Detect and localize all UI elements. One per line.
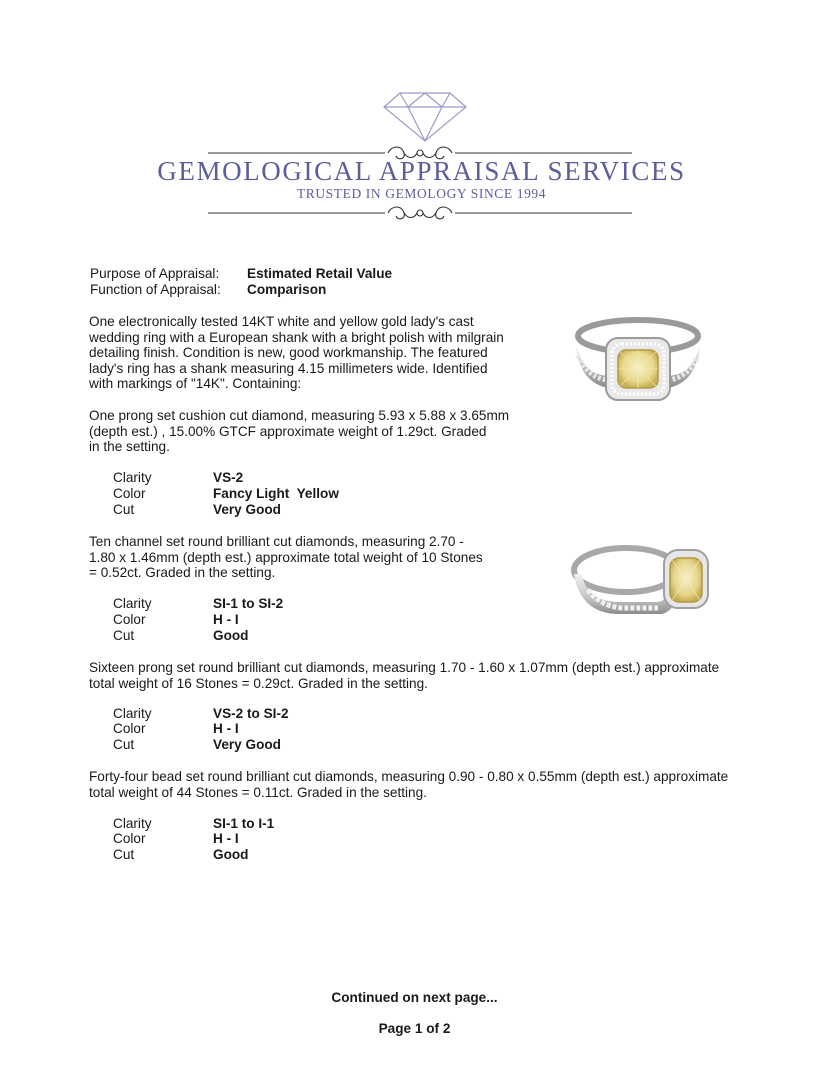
clarity-label: Clarity — [113, 596, 152, 611]
description-line: with markings of "14K". Containing: — [89, 376, 302, 392]
color-value: H - I — [213, 721, 239, 736]
stone-description-line: Ten channel set round brilliant cut diamonds, measuring 2.70 - — [89, 534, 464, 549]
color-label: Color — [113, 831, 146, 846]
ring-photo-side — [566, 530, 712, 630]
stone-description-line: (depth est.) , 15.00% GTCF approximate weight of 1.29ct. Graded — [89, 423, 487, 439]
page-number: Page 1 of 2 — [378, 1021, 451, 1036]
stone-description-line: = 0.52ct. Graded in the setting. — [89, 565, 276, 581]
clarity-value: SI-1 to I-1 — [213, 816, 275, 831]
description-line: lady's ring has a shank measuring 4.15 millimeters wide. Identified — [89, 360, 488, 376]
cut-value: Good — [213, 847, 249, 862]
ring-description — [89, 314, 504, 392]
function-label: Function of Appraisal: — [90, 282, 221, 297]
cut-value: Very Good — [213, 737, 281, 752]
cut-value: Very Good — [213, 502, 281, 517]
ring-photo-top — [568, 312, 708, 412]
organization-tagline: TRUSTED IN GEMOLOGY SINCE 1994 — [296, 186, 547, 201]
cut-label: Cut — [113, 502, 135, 517]
purpose-value: Estimated Retail Value — [247, 266, 393, 281]
stone-description — [89, 408, 509, 455]
organization-name: GEMOLOGICAL APPRAISAL SERVICES — [157, 156, 686, 186]
cut-label: Cut — [113, 737, 135, 752]
description-line: wedding ring with a European shank with a bright polish with milgrain — [89, 329, 504, 345]
stone-description-line: total weight of 44 Stones = 0.11ct. Graded in the setting. — [89, 784, 427, 800]
color-label: Color — [113, 721, 146, 736]
color-value: H - I — [213, 831, 239, 846]
stone-description — [89, 534, 483, 581]
color-label: Color — [113, 612, 146, 627]
color-value: Fancy Light Yellow — [213, 486, 339, 501]
stone-description-line: Forty-four bead set round brilliant cut diamonds, measuring 0.90 - 0.80 x 0.55mm (depth est.) approximate — [89, 769, 729, 784]
clarity-value: VS-2 to SI-2 — [213, 706, 289, 721]
color-label: Color — [113, 486, 146, 501]
cut-value: Good — [213, 628, 249, 643]
clarity-label: Clarity — [113, 816, 152, 831]
stone-description-line: One prong set cushion cut diamond, measuring 5.93 x 5.88 x 3.65mm — [89, 408, 510, 423]
clarity-label: Clarity — [113, 706, 152, 721]
purpose-label: Purpose of Appraisal: — [90, 266, 220, 281]
description-line: detailing finish. Condition is new, good workmanship. The featured — [89, 345, 488, 361]
diamond-icon — [384, 93, 466, 141]
function-value: Comparison — [247, 282, 327, 297]
clarity-value: VS-2 — [213, 470, 244, 485]
description-line: One electronically tested 14KT white and yellow gold lady's cast — [89, 314, 474, 329]
logo — [200, 85, 640, 225]
cut-label: Cut — [113, 628, 135, 643]
stone-description — [89, 660, 719, 691]
clarity-label: Clarity — [113, 470, 152, 485]
stone-description-line: 1.80 x 1.46mm (depth est.) approximate total weight of 10 Stones — [89, 549, 483, 565]
color-value: H - I — [213, 612, 239, 627]
continued-notice: Continued on next page... — [331, 990, 498, 1005]
cut-label: Cut — [113, 847, 135, 862]
stone-description-line: in the setting. — [89, 439, 170, 455]
stone-description-line: Sixteen prong set round brilliant cut diamonds, measuring 1.70 - 1.60 x 1.07mm (depth est.) approximate — [89, 660, 720, 675]
stone-description — [89, 769, 728, 800]
clarity-value: SI-1 to SI-2 — [213, 596, 284, 611]
stone-description-line: total weight of 16 Stones = 0.29ct. Graded in the setting. — [89, 675, 428, 691]
bottom-ornament-rule — [208, 207, 632, 219]
